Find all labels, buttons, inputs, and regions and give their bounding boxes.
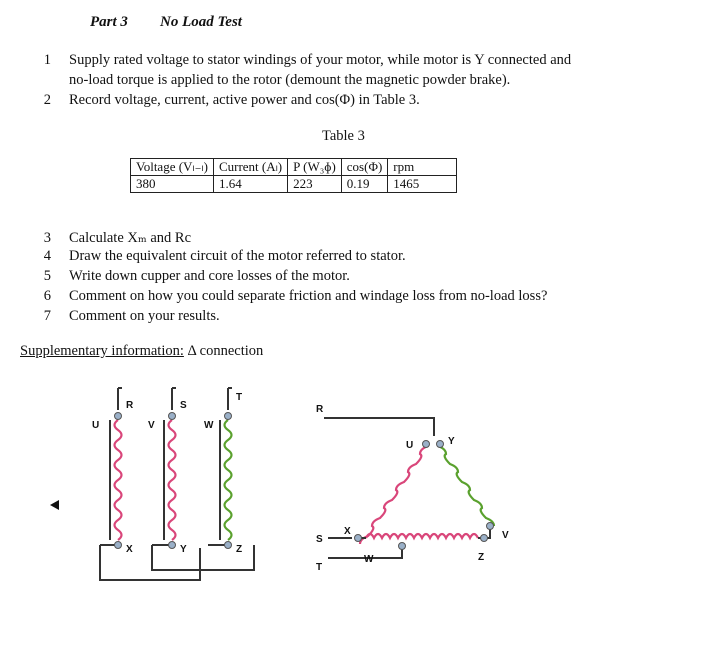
triangle-marker-icon xyxy=(50,500,59,510)
header-current: Current (Aₗ) xyxy=(213,159,287,176)
label-r: R xyxy=(316,404,324,415)
coil-u xyxy=(115,420,122,540)
step-number: 4 xyxy=(43,248,51,264)
coil-xz xyxy=(366,534,478,538)
label-u: U xyxy=(406,440,414,451)
label-x: X xyxy=(126,544,133,555)
part-title: No Load Test xyxy=(160,14,242,30)
delta-diagram-right xyxy=(306,398,520,578)
step-text: Comment on how you could separate friction and windage loss from no-load loss? xyxy=(69,288,548,304)
label-w: W xyxy=(204,420,214,431)
table-header-row xyxy=(131,159,457,176)
step-text: Calculate Xₘ and Rc xyxy=(69,230,192,246)
coil-w xyxy=(225,420,232,540)
label-z: Z xyxy=(236,544,243,555)
coil-diagram-left xyxy=(88,380,256,590)
label-s: S xyxy=(180,400,187,411)
header-power: P (W₃ɸ) xyxy=(288,159,342,176)
label-w: W xyxy=(364,554,374,565)
value-voltage: 380 xyxy=(131,176,214,193)
label-y: Y xyxy=(180,544,187,555)
coil-yv xyxy=(438,446,494,526)
coil-uw xyxy=(360,446,428,544)
value-rpm: 1465 xyxy=(388,176,457,193)
step-number: 3 xyxy=(43,230,51,246)
step-number: 2 xyxy=(43,92,51,108)
header-voltage: Voltage (Vₗ₋ₗ) xyxy=(131,159,214,176)
part-label: Part 3 xyxy=(90,14,128,30)
label-t: T xyxy=(236,392,243,403)
label-z: Z xyxy=(478,552,485,563)
label-v: V xyxy=(502,530,509,541)
supplementary-info xyxy=(20,343,263,360)
step-text: Comment on your results. xyxy=(69,308,220,324)
supplementary-suffix: Δ connection xyxy=(187,343,264,359)
step-number: 7 xyxy=(43,308,51,324)
label-u: U xyxy=(92,420,100,431)
step-text: Supply rated voltage to stator windings of your motor, while motor is Y connected and xyxy=(69,52,572,68)
label-t: T xyxy=(316,562,323,573)
step-number: 1 xyxy=(43,52,51,68)
table-caption: Table 3 xyxy=(322,128,365,144)
label-v: V xyxy=(148,420,155,431)
header-rpm: rpm xyxy=(388,159,457,176)
table-row xyxy=(131,176,457,193)
label-x: X xyxy=(344,526,351,537)
coil-group xyxy=(115,420,232,540)
label-r: R xyxy=(126,400,134,411)
step-number: 5 xyxy=(43,268,51,284)
step-number: 6 xyxy=(43,288,51,304)
coil-v xyxy=(169,420,176,540)
label-y: Y xyxy=(448,436,455,447)
step-text: no-load torque is applied to the rotor (demount the magnetic powder brake). xyxy=(69,72,511,88)
value-current: 1.64 xyxy=(213,176,287,193)
label-s: S xyxy=(316,534,323,545)
value-cos: 0.19 xyxy=(341,176,388,193)
step-text: Draw the equivalent circuit of the motor referred to stator. xyxy=(69,248,406,264)
results-table xyxy=(130,158,457,193)
value-power: 223 xyxy=(288,176,342,193)
supplementary-label: Supplementary information: xyxy=(20,343,184,359)
step-text: Write down cupper and core losses of the motor. xyxy=(69,268,350,284)
header-cos: cos(Φ) xyxy=(341,159,388,176)
step-text: Record voltage, current, active power and cos(Φ) in Table 3. xyxy=(69,92,420,108)
